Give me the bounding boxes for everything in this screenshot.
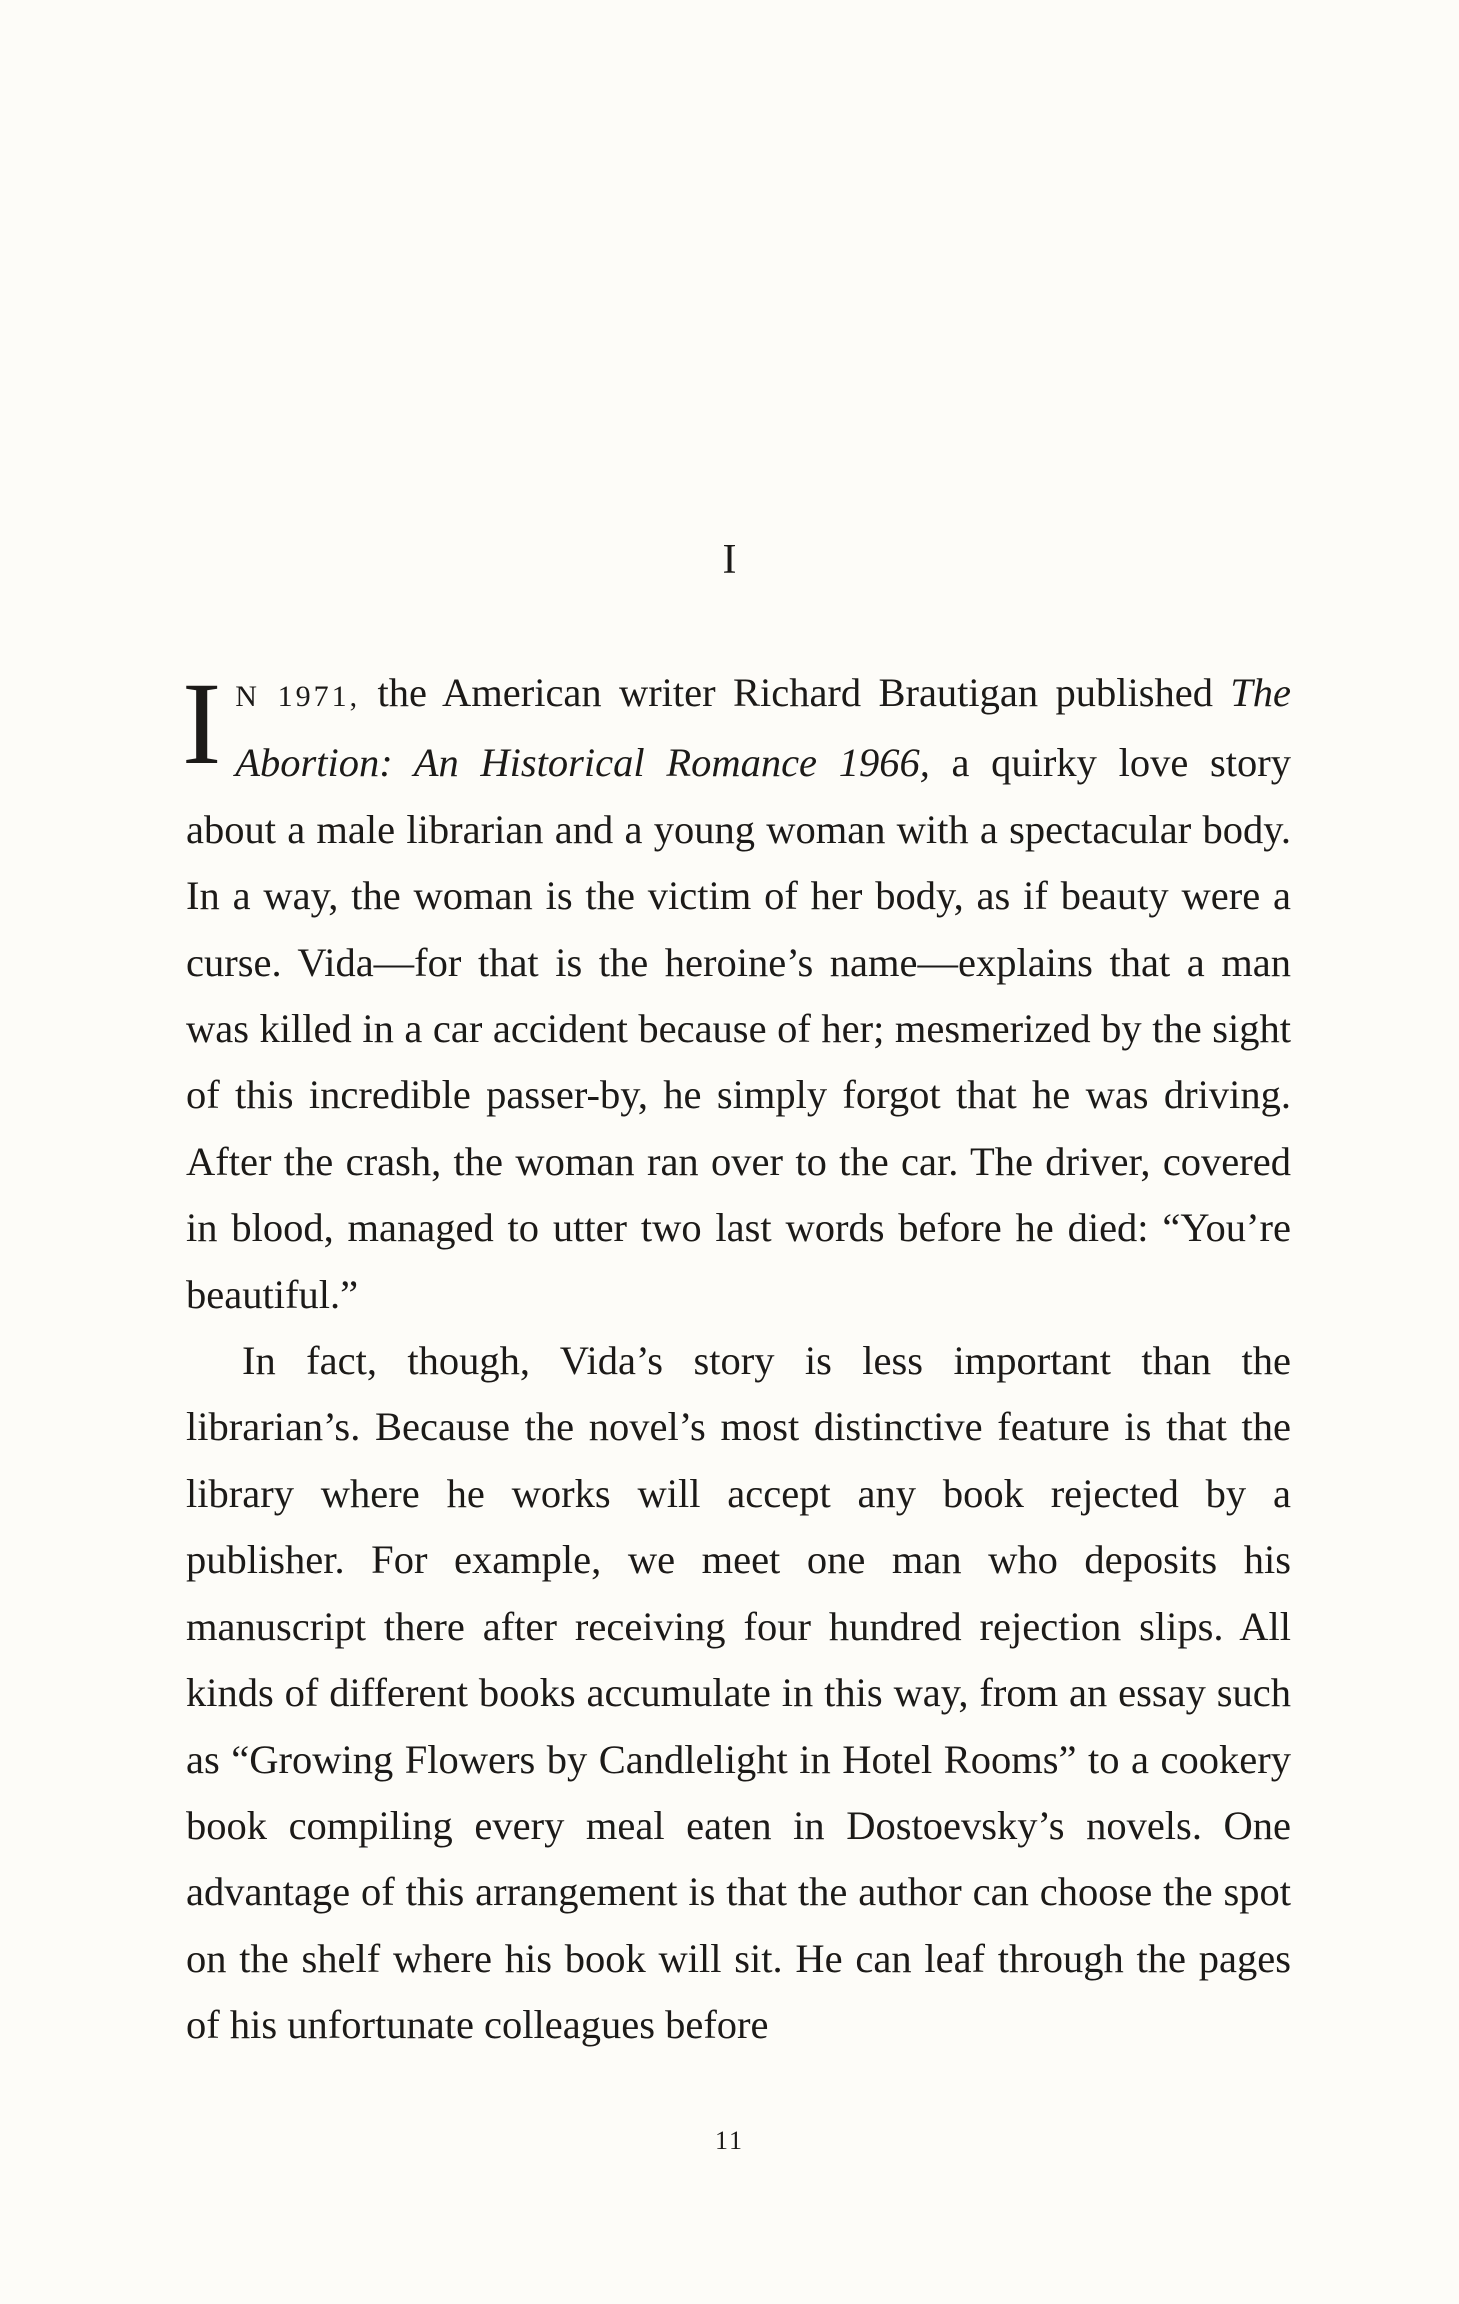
body-text bbox=[182, 658, 1291, 2059]
page-number: 11 bbox=[714, 2126, 745, 2155]
chapter-number: I bbox=[722, 537, 737, 583]
paragraph-2: In fact, though, Vida’s story is less important than the librarian’s. Because the novel’s most distinctive feature is that the library where he works will accept any book rejected by a publisher. For example, we meet one man who deposits his manuscript there after receiving four hundred rejection slips. All kinds of different books accumulate in this way, from an essay such as “Growing Flowers by Candlelight in Hotel Rooms” to a cookery book compiling every meal eaten in Dostoevsky’s novels. One advantage of this arrangement is that the author can choose the spot on the shelf where his book will sit. He can leaf through the pages of his unfortunate colleagues before bbox=[186, 1338, 1291, 2048]
drop-cap: I bbox=[182, 658, 222, 789]
lead-small-caps: N 1971, bbox=[235, 680, 361, 713]
paragraph-1-text-a: the American writer Richard Brautigan published bbox=[360, 670, 1231, 715]
paragraph-1 bbox=[182, 658, 1291, 1328]
book-title: The Abortion: An Historical Romance 1966, bbox=[235, 670, 1291, 786]
paragraph-1-text-b: a quirky love story about a male librarian and a young woman with a spectacular body. In a way, the woman is the victim of her body, as if beauty were a curse. Vida—for that is the heroine’s name—explains that a man was killed in a car accident because of her; mesmerized by the sight of this incredible passer-by, he simply forgot that he was driving. After the crash, the woman ran over to the car. The driver, covered in blood, managed to utter two last words before he died: “You’re beautiful.” bbox=[186, 740, 1291, 1317]
